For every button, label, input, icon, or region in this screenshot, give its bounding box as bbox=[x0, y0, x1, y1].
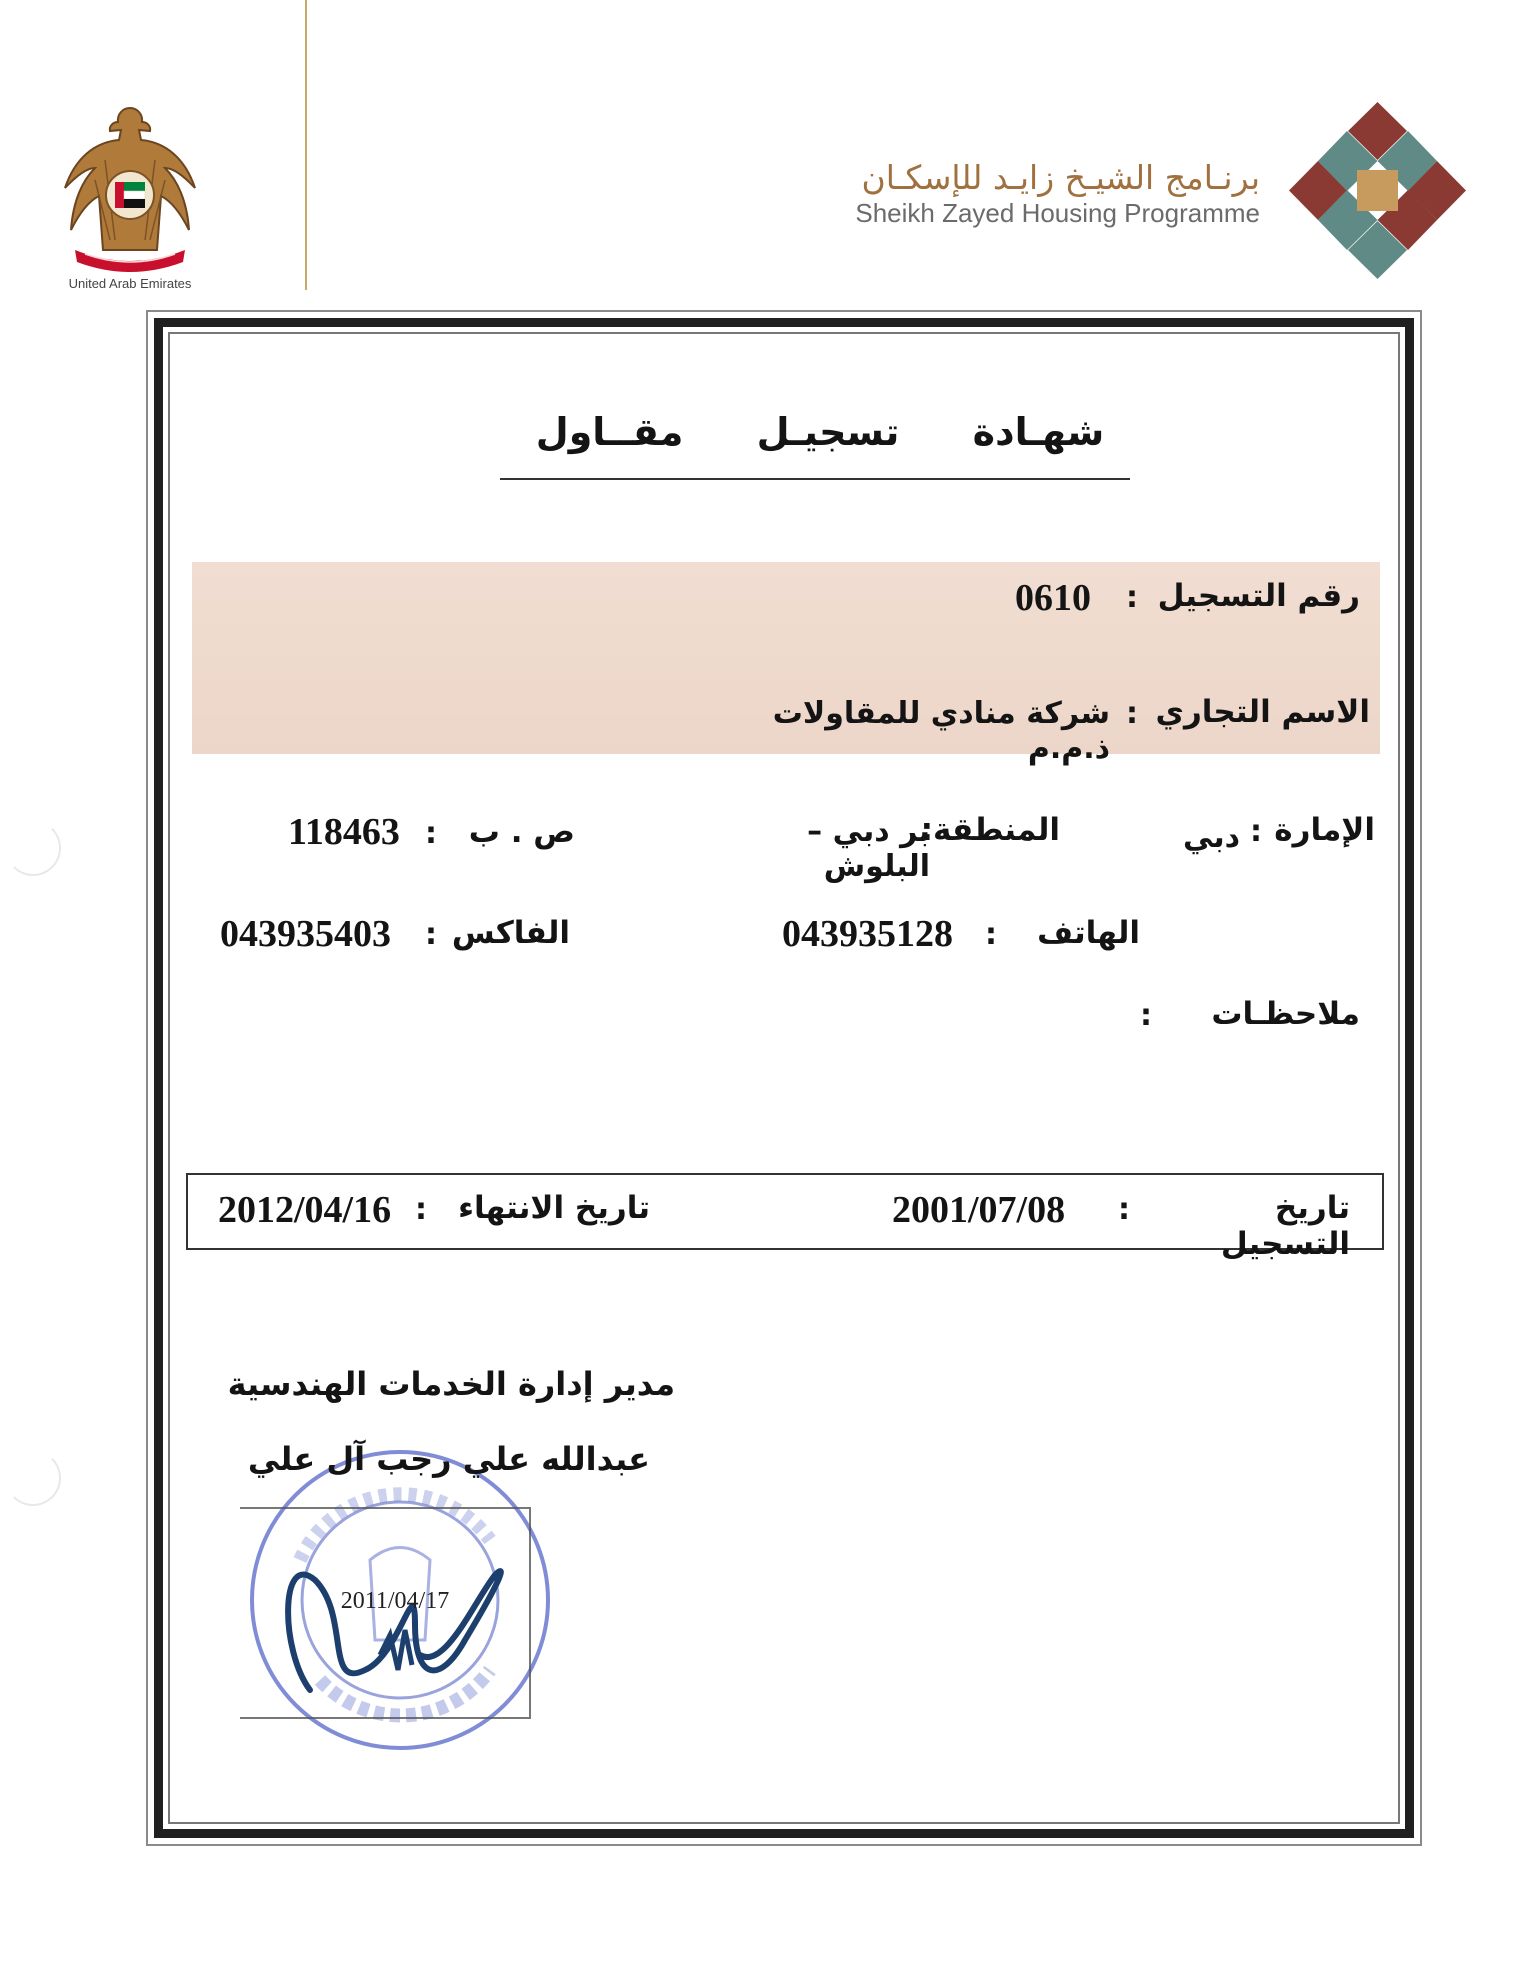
phone-colon: : bbox=[985, 917, 997, 952]
trade-name-value: شركة منادي للمقاولات ذ.م.م bbox=[772, 696, 1110, 766]
registration-date-colon: : bbox=[1118, 1192, 1130, 1227]
registration-date-value: 2001/07/08 bbox=[892, 1189, 1066, 1231]
registration-number-colon: : bbox=[1126, 580, 1138, 615]
uae-emblem-icon bbox=[55, 100, 205, 275]
expiry-date-colon: : bbox=[415, 1192, 427, 1227]
uae-label: United Arab Emirates bbox=[68, 276, 192, 291]
trade-name-label: الاسم التجاري bbox=[1155, 694, 1370, 730]
header-divider bbox=[305, 0, 307, 290]
housing-programme-logo-icon bbox=[1285, 98, 1470, 283]
area-value: بر دبي – البلوش bbox=[807, 814, 930, 884]
po-box-label: ص . ب bbox=[468, 814, 575, 850]
trade-name-colon: : bbox=[1126, 696, 1138, 731]
programme-name-english: Sheikh Zayed Housing Programme bbox=[855, 198, 1260, 228]
notes-colon: : bbox=[1140, 998, 1152, 1033]
punch-hole-mark bbox=[5, 820, 61, 876]
area-label: المنطقة: bbox=[920, 812, 1060, 848]
stamp-date: 2011/04/17 bbox=[340, 1588, 450, 1614]
po-box-value: 118463 bbox=[288, 811, 400, 853]
expiry-date-value: 2012/04/16 bbox=[218, 1189, 392, 1231]
registration-number-label: رقم التسجيل bbox=[1157, 578, 1360, 614]
emirate-label: الإمارة bbox=[1274, 812, 1375, 848]
emirate-value: دبي bbox=[1182, 820, 1240, 855]
emirate-colon: : bbox=[1250, 814, 1262, 849]
punch-hole-mark bbox=[5, 1450, 61, 1506]
registration-number-value: 0610 bbox=[1015, 577, 1091, 619]
fax-value: 043935403 bbox=[220, 913, 391, 955]
programme-name-arabic: برنـامج الشيـخ زايـد للإسكـان bbox=[861, 158, 1260, 197]
po-box-colon: : bbox=[425, 816, 437, 851]
expiry-date-label: تاريخ الانتهاء bbox=[458, 1190, 650, 1226]
registration-date-label: تاريخ التسجيل bbox=[1220, 1190, 1350, 1262]
fax-label: الفاكس bbox=[451, 915, 570, 951]
phone-label: الهاتف bbox=[1037, 915, 1140, 951]
fax-colon: : bbox=[425, 917, 437, 952]
signatory-name: عبدالله علي رجب آل علي bbox=[247, 1440, 650, 1478]
title-underline bbox=[500, 478, 1130, 480]
phone-value: 043935128 bbox=[782, 913, 953, 955]
signatory-title: مدير إدارة الخدمات الهندسية bbox=[227, 1365, 675, 1403]
notes-label: ملاحظـات bbox=[1211, 996, 1360, 1032]
certificate-title: شهـادة تسجيـل مقــاول bbox=[535, 410, 1105, 454]
